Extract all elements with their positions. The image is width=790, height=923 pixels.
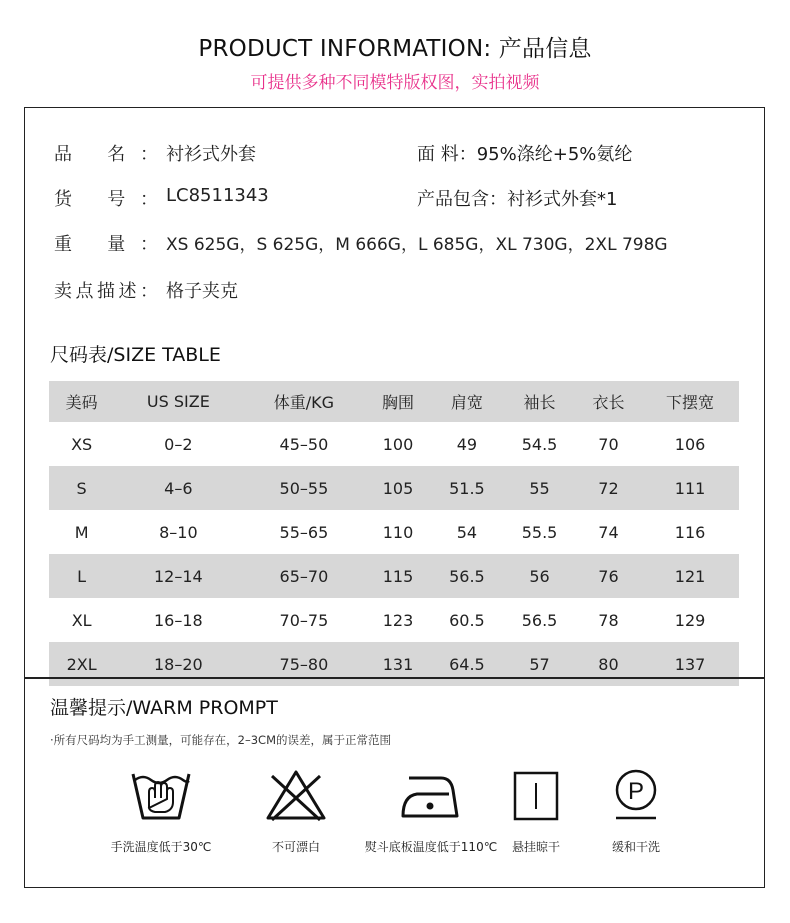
care-label: 熨斗底板温度低于110℃ xyxy=(364,840,498,854)
care-item-hand-wash xyxy=(91,768,231,855)
hand-wash-icon xyxy=(129,768,193,824)
table-cell: 8–10 xyxy=(159,522,198,542)
table-cell: 51.5 xyxy=(431,466,504,510)
table-row xyxy=(49,598,739,642)
table-cell: XS xyxy=(71,434,93,454)
size-table xyxy=(49,381,739,686)
table-cell: 4–6 xyxy=(114,466,242,510)
care-label: 缓和干洗 xyxy=(611,840,660,854)
table-row xyxy=(49,422,739,466)
header-cell: 胸围 xyxy=(365,381,430,422)
table-cell: 56 xyxy=(503,554,576,598)
info-selling-value: 格子夹克 xyxy=(166,281,238,302)
care-item-no-bleach xyxy=(226,768,366,855)
gentle-dry-clean-icon xyxy=(604,768,668,824)
table-cell: 80 xyxy=(576,642,641,686)
table-cell: 100 xyxy=(382,434,414,454)
table-cell: 65–70 xyxy=(242,554,365,598)
table-cell: 16–18 xyxy=(154,610,203,630)
table-cell: 123 xyxy=(382,610,414,630)
table-cell: 55 xyxy=(503,466,576,510)
measurement-note: ·所有尺码均为手工测量，可能存在，2–3CM的误差，属于正常范围 xyxy=(50,733,391,747)
table-cell: 78 xyxy=(598,610,619,630)
info-selling-label: 卖点描述： xyxy=(54,281,158,302)
header-cell: 美码 xyxy=(49,381,114,422)
table-cell: 116 xyxy=(674,522,706,542)
table-cell: 110 xyxy=(382,522,414,542)
header-cell: 袖长 xyxy=(503,381,576,422)
table-cell: 56.5 xyxy=(521,610,558,630)
header-cell: 下摆宽 xyxy=(641,381,739,422)
table-cell: 55–65 xyxy=(279,522,329,542)
info-weight-label: 重 量： xyxy=(54,234,158,255)
header-cell: 肩宽 xyxy=(431,381,504,422)
table-cell: XL xyxy=(71,610,92,630)
table-cell: 54.5 xyxy=(521,434,558,454)
size-table-header xyxy=(49,381,739,422)
table-cell: 2XL xyxy=(49,642,114,686)
table-cell: 76 xyxy=(576,554,641,598)
care-label: 手洗温度低于30℃ xyxy=(110,840,212,854)
hang-dry-icon xyxy=(504,768,568,824)
page-title: PRODUCT INFORMATION: 产品信息 xyxy=(198,36,592,62)
table-cell: 57 xyxy=(503,642,576,686)
info-selling xyxy=(54,277,238,303)
table-cell: 129 xyxy=(674,610,706,630)
size-table-title: 尺码表/SIZE TABLE xyxy=(50,344,221,366)
info-weight-value: XS 625G，S 625G，M 666G，L 685G，XL 730G，2XL 798G xyxy=(166,235,668,255)
table-cell: M xyxy=(74,522,89,542)
section-divider xyxy=(25,677,764,679)
info-name xyxy=(54,140,256,166)
info-sku-value: LC8511343 xyxy=(166,185,269,206)
table-cell: 56.5 xyxy=(431,554,504,598)
info-frame xyxy=(24,107,765,888)
header-cell: 体重/KG xyxy=(242,381,365,422)
table-cell: 75–80 xyxy=(242,642,365,686)
care-item-dry-clean xyxy=(566,768,706,855)
header-cell: 衣长 xyxy=(576,381,641,422)
table-cell: 115 xyxy=(365,554,430,598)
info-material xyxy=(417,140,632,166)
care-label: 悬挂晾干 xyxy=(511,840,560,854)
no-bleach-icon xyxy=(264,768,328,824)
warm-prompt-title: 温馨提示/WARM PROMPT xyxy=(50,697,278,719)
table-cell: 49 xyxy=(456,434,478,454)
table-cell: 0–2 xyxy=(164,434,193,454)
table-cell: 55.5 xyxy=(521,522,558,542)
table-cell: 45–50 xyxy=(279,434,329,454)
page-subtitle: 可提供多种不同模特版权图，实拍视频 xyxy=(250,73,540,93)
table-cell: S xyxy=(49,466,114,510)
info-material-value: 95%涤纶+5%氨纶 xyxy=(476,144,633,165)
table-cell: 50–55 xyxy=(242,466,365,510)
iron-low-icon xyxy=(399,768,463,824)
table-cell: 131 xyxy=(365,642,430,686)
table-cell: 137 xyxy=(641,642,739,686)
table-cell: 64.5 xyxy=(431,642,504,686)
info-sku-label: 货 号： xyxy=(54,189,158,210)
info-name-value: 衬衫式外套 xyxy=(166,144,256,165)
table-row xyxy=(49,642,739,686)
svg-text:P: P xyxy=(627,778,645,805)
table-row xyxy=(49,510,739,554)
table-cell: 54 xyxy=(456,522,478,542)
info-package-label: 产品包含： xyxy=(417,189,507,210)
info-sku xyxy=(54,185,269,211)
table-cell: L xyxy=(49,554,114,598)
table-cell: 70 xyxy=(598,434,619,454)
table-cell: 18–20 xyxy=(114,642,242,686)
table-cell: 74 xyxy=(598,522,619,542)
table-cell: 60.5 xyxy=(449,610,485,630)
table-cell: 111 xyxy=(641,466,739,510)
table-row xyxy=(49,466,739,510)
table-cell: 121 xyxy=(641,554,739,598)
table-cell: 105 xyxy=(365,466,430,510)
table-cell: 72 xyxy=(576,466,641,510)
info-material-label: 面 料： xyxy=(417,144,477,165)
care-label: 不可漂白 xyxy=(271,840,320,854)
info-package xyxy=(417,185,617,211)
header-cell: US SIZE xyxy=(114,381,242,422)
info-name-label: 品 名： xyxy=(54,144,158,165)
info-weight xyxy=(54,230,668,256)
table-cell: 70–75 xyxy=(279,610,329,630)
table-cell: 106 xyxy=(674,434,706,454)
table-row xyxy=(49,554,739,598)
info-package-value: 衬衫式外套*1 xyxy=(507,189,618,210)
table-cell: 12–14 xyxy=(114,554,242,598)
